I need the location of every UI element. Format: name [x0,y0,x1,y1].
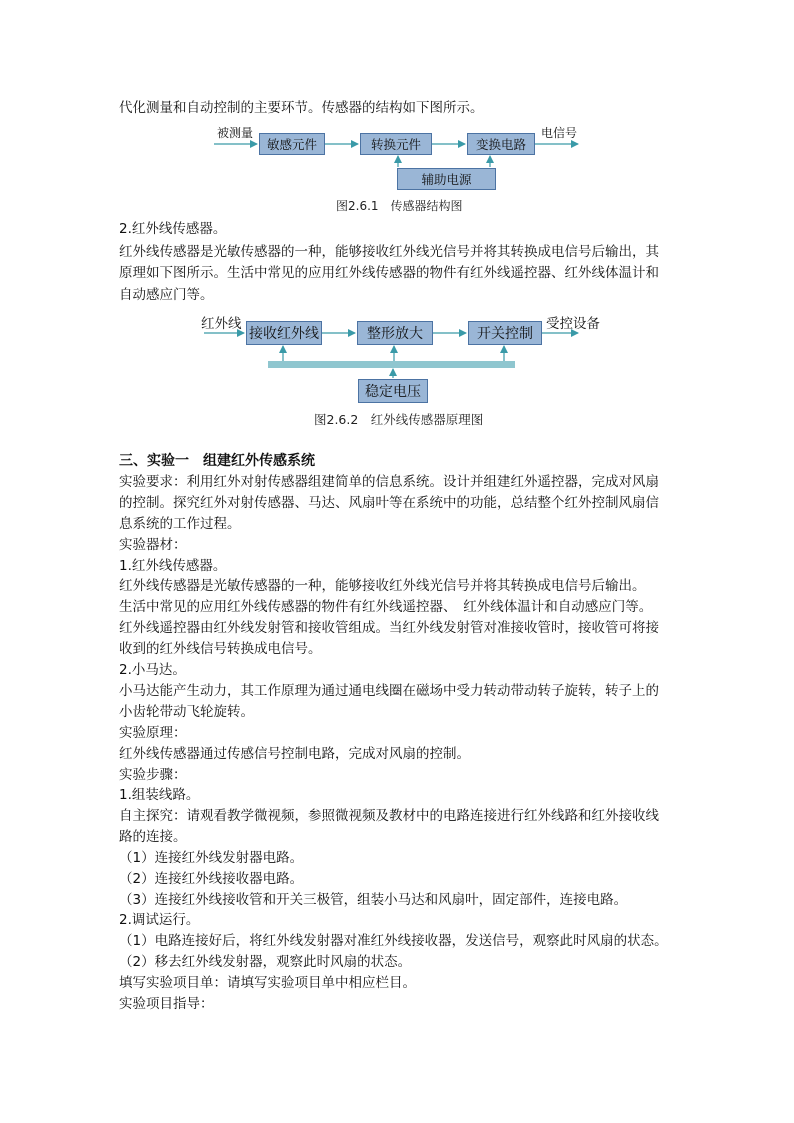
text-line: 红外线传感器是光敏传感器的一种，能够接收红外线光信号并将其转换成电信号后输出。 [119,578,646,594]
text-line: 生活中常见的应用红外线传感器的物件有红外线遥控器、 红外线体温计和自动感应门等。 [119,599,653,615]
section-heading: 三、实验一 组建红外传感系统 [119,453,315,469]
text-line: 红外线传感器是光敏传感器的一种，能够接收红外线光信号并将其转换成电信号后输出，其 [119,244,659,260]
output-label: 受控设备 [546,316,600,332]
text-line: （2）移去红外线发射器，观察此时风扇的状态。 [119,954,412,970]
text-line: 红外线遥控器由红外线发射管和接收管组成。当红外线发射管对准接收管时，接收管可将接 [119,620,659,636]
text-line: （1）电路连接好后，将红外线发射器对准红外线接收器，发送信号，观察此时风扇的状态。 [119,933,668,949]
box-conversion-circuit: 变换电路 [467,133,535,155]
text-line: 实验器材： [119,537,187,553]
box-receive-infrared: 接收红外线 [246,321,322,345]
text-line: 小齿轮带动飞轮旋转。 [119,704,254,720]
input-label: 红外线 [201,316,242,332]
text-line: 息系统的工作过程。 [119,516,241,532]
box-auxiliary-power: 辅助电源 [397,168,496,190]
text-line: 原理如下图所示。生活中常见的应用红外线传感器的物件有红外线遥控器、红外线体温计和 [119,265,659,281]
text-line: 填写实验项目单：请填写实验项目单中相应栏目。 [119,975,416,991]
text-line: （2）连接红外线接收器电路。 [119,871,304,887]
text-line: 实验原理： [119,725,187,741]
text-line: 实验要求：利用红外对射传感器组建简单的信息系统。设计并组建红外遥控器，完成对风扇 [119,474,659,490]
text-line: 红外线传感器通过传感信号控制电路，完成对风扇的控制。 [119,746,470,762]
text-line: 2.调试运行。 [119,912,200,928]
figure-caption-1: 图2.6.1 传感器结构图 [336,199,463,213]
text-line: 1.组装线路。 [119,787,200,803]
figure-caption-2: 图2.6.2 红外线传感器原理图 [314,412,484,427]
power-bus-bar [268,361,515,368]
text-line: 1.红外线传感器。 [119,558,227,574]
text-line: 代化测量和自动控制的主要环节。传感器的结构如下图所示。 [119,100,484,116]
text-line: 自主探究：请观看教学微视频，参照微视频及教材中的电路连接进行红外线路和红外接收线 [119,808,659,824]
text-line: 收到的红外线信号转换成电信号。 [119,641,322,657]
box-switch-control: 开关控制 [468,321,542,345]
box-shape-amplify: 整形放大 [357,321,433,345]
text-line: 小马达能产生动力，其工作原理为通过通电线圈在磁场中受力转动带动转子旋转，转子上的 [119,683,659,699]
text-line: （3）连接红外线接收管和开关三极管，组装小马达和风扇叶，固定部件，连接电路。 [119,892,628,908]
infrared-principle-diagram [0,0,794,420]
text-line: 2.小马达。 [119,662,186,678]
text-line: 路的连接。 [119,829,187,845]
text-line: 2.红外线传感器。 [119,221,227,237]
box-stable-voltage: 稳定电压 [358,379,428,403]
text-line: 自动感应门等。 [119,287,214,303]
text-line: 的控制。探究红外对射传感器、马达、风扇叶等在系统中的功能，总结整个红外控制风扇信 [119,495,659,511]
text-line: 实验项目指导： [119,996,214,1012]
input-label: 被测量 [217,126,254,140]
box-sensitive-element: 敏感元件 [259,133,325,155]
text-line: （1）连接红外线发射器电路。 [119,850,304,866]
box-conversion-element: 转换元件 [360,133,432,155]
output-label: 电信号 [541,126,578,140]
text-line: 实验步骤： [119,767,187,783]
